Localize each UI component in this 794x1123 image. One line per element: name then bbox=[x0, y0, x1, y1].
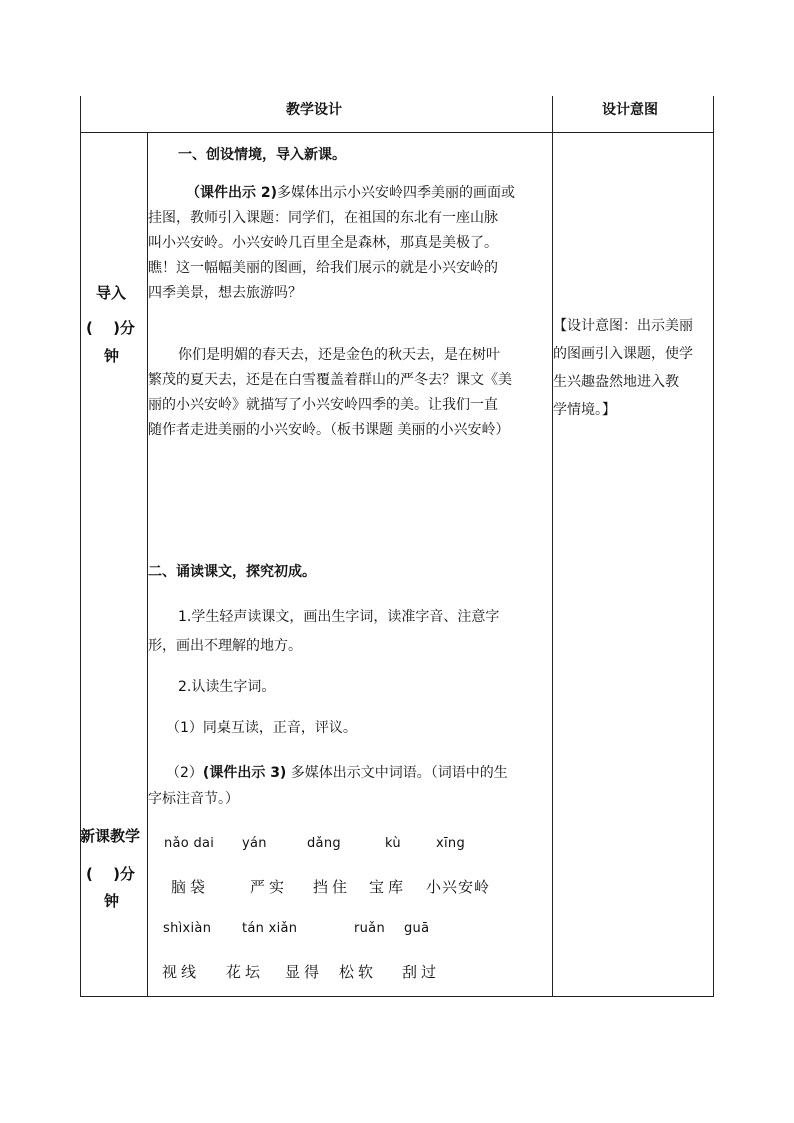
pinyin-ku: kù bbox=[385, 836, 401, 851]
word-yanshi: 严实 bbox=[250, 878, 289, 896]
intro-p2-line3: 丽的小兴安岭》就描写了小兴安岭四季的美。让我们一直 bbox=[148, 397, 498, 413]
intro-p2-line1: 你们是明媚的春天去，还是金色的秋天去，是在树叶 bbox=[178, 347, 500, 363]
table-right-border bbox=[713, 96, 714, 997]
new-lesson-label-line1: 新课教学 bbox=[80, 827, 141, 845]
intro-paragraph-1 bbox=[148, 181, 552, 306]
intro-p2-line4: 随作者走进美丽的小兴安岭。（板书课题 美丽的小兴安岭） bbox=[148, 422, 510, 438]
new-lesson-label-line2: ( )分 bbox=[86, 865, 135, 883]
intent-line3: 生兴趣盎然地进入教 bbox=[553, 374, 679, 390]
pinyin-ruan: ruǎn bbox=[354, 921, 385, 936]
courseware-tag-3: (课件出示 3) bbox=[202, 765, 287, 781]
pinyin-yan: yán bbox=[242, 836, 267, 851]
table-col2-divider bbox=[552, 96, 553, 997]
sub2-paragraph bbox=[148, 760, 552, 812]
header-bottom-border bbox=[80, 132, 714, 133]
intro-p1-line1: 多媒体出示小兴安岭四季美丽的画面或 bbox=[277, 185, 516, 201]
word-naodai: 脑袋 bbox=[171, 878, 210, 896]
intro-paragraph-2 bbox=[148, 343, 552, 443]
table-left-border bbox=[80, 96, 81, 997]
pinyin-dang: dǎng bbox=[307, 836, 341, 851]
intro-p1-line4: 瞧！这一幅幅美丽的图画，给我们展示的就是小兴安岭的 bbox=[148, 260, 498, 276]
pinyin-tanxian: tán xiǎn bbox=[242, 921, 298, 936]
word-huatan: 花坛 bbox=[226, 963, 265, 981]
intent-line4: 学情境。】 bbox=[553, 402, 616, 418]
intent-line2: 的图画引入课题，使学 bbox=[553, 346, 693, 362]
intro-design-intent bbox=[553, 312, 713, 424]
new-lesson-label-line3: 钟 bbox=[104, 892, 120, 910]
word-xiaoxinganling: 小兴安岭 bbox=[426, 878, 491, 896]
step2-text: 2.认读生字词。 bbox=[178, 679, 276, 695]
word-dangzhu: 挡住 bbox=[313, 878, 352, 896]
word-xiande: 显得 bbox=[285, 963, 324, 981]
pinyin-naodai: nǎo dai bbox=[164, 836, 215, 851]
table-bottom-border bbox=[80, 996, 714, 997]
sub2-prefix: （2） bbox=[166, 765, 203, 781]
intro-p1-line2: 挂图，教师引入课题：同学们，在祖国的东北有一座山脉 bbox=[148, 210, 498, 226]
intro-label-line2: ( )分 bbox=[86, 319, 135, 337]
intro-heading: 一、创设情境，导入新课。 bbox=[178, 147, 346, 163]
step1-line1: 1.学生轻声读课文，画出生字词，读准字音、注意字 bbox=[178, 609, 500, 625]
header-intent: 设计意图 bbox=[602, 102, 658, 118]
header-design: 教学设计 bbox=[286, 102, 342, 118]
step1-paragraph bbox=[148, 603, 552, 661]
pinyin-xing: xīng bbox=[436, 836, 465, 851]
intro-p2-line2: 繁茂的夏天去，还是在白雪覆盖着群山的严冬去？课文《美 bbox=[148, 372, 512, 388]
intro-p1-line3: 叫小兴安岭。小兴安岭几百里全是森林，那真是美极了。 bbox=[148, 235, 498, 251]
word-songruan: 松软 bbox=[339, 963, 378, 981]
word-guaguo: 刮过 bbox=[402, 963, 441, 981]
intro-label-line1: 导入 bbox=[96, 284, 127, 302]
step1-line2: 形，画出不理解的地方。 bbox=[148, 638, 302, 654]
intent-line1: 【设计意图：出示美丽 bbox=[553, 318, 693, 334]
pinyin-shixian: shìxiàn bbox=[163, 921, 212, 936]
sub2-line2: 字标注音节。） bbox=[148, 791, 239, 807]
sub1-text: （1）同桌互读，正音，评议。 bbox=[166, 720, 357, 736]
intro-label-line3: 钟 bbox=[104, 347, 120, 365]
courseware-tag-2: （课件出示 2) bbox=[186, 185, 278, 201]
word-shixian: 视线 bbox=[162, 963, 201, 981]
intro-p1-line5: 四季美景，想去旅游吗？ bbox=[148, 285, 302, 301]
word-baoku: 宝库 bbox=[369, 878, 408, 896]
pinyin-gua: guā bbox=[404, 921, 430, 936]
sub2-rest: 多媒体出示文中词语。（词语中的生 bbox=[286, 765, 508, 781]
new-lesson-heading: 二、诵读课文，探究初成。 bbox=[148, 564, 316, 580]
